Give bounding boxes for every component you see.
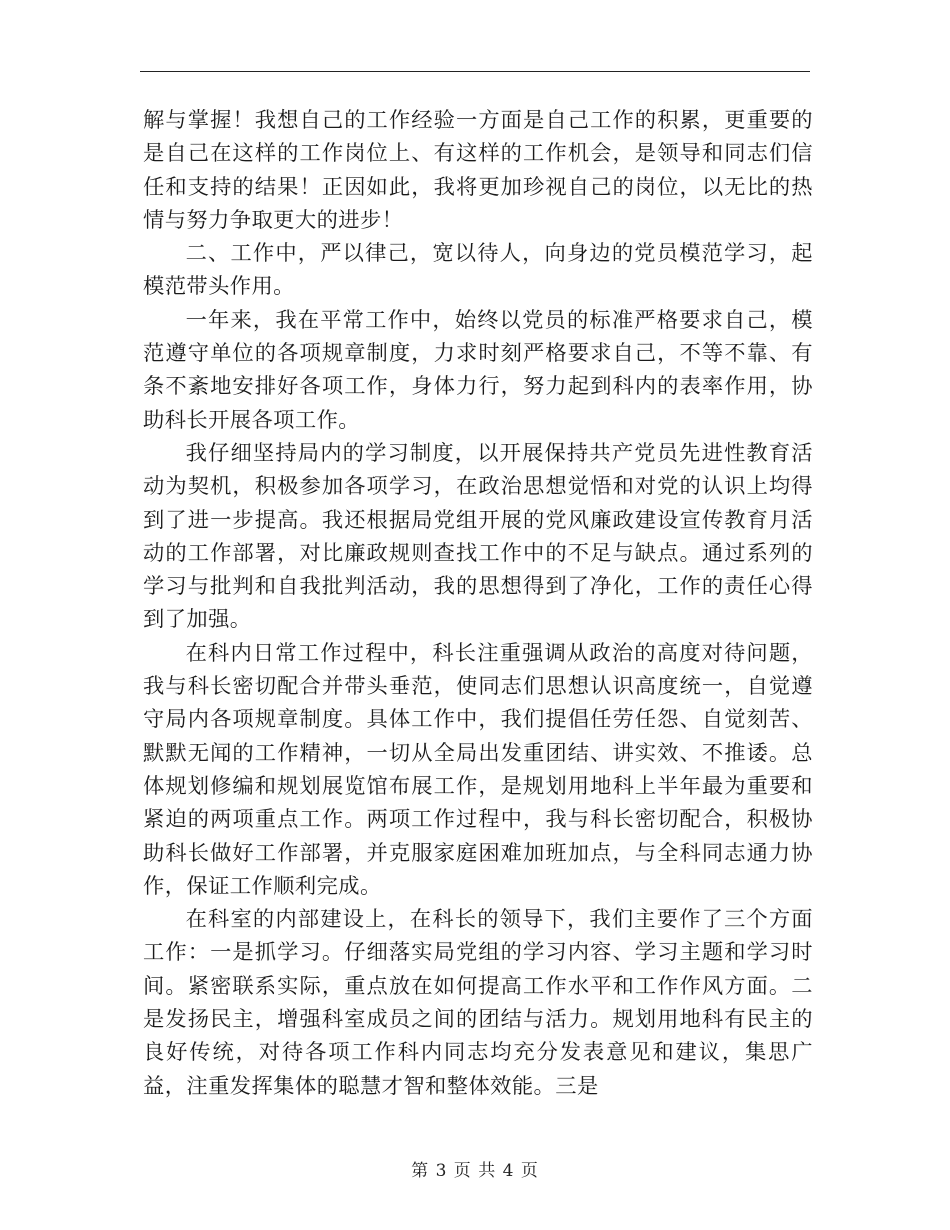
footer-suffix: 页 bbox=[520, 1161, 539, 1181]
document-body bbox=[143, 104, 813, 1103]
paragraph-3: 一年来，我在平常工作中，始终以党员的标准严格要求自己，模范遵守单位的各项规章制度，力求时刻严格要求自己，不等不靠、有条不紊地安排好各项工作，身体力行，努力起到科内的表率作用，协助科长开展各项工作。 bbox=[143, 307, 813, 433]
footer-middle: 页 共 bbox=[453, 1161, 497, 1181]
paragraph-2: 二、工作中，严以律己，宽以待人，向身边的党员模范学习，起模范带头作用。 bbox=[143, 241, 813, 300]
paragraph-5: 在科内日常工作过程中，科长注重强调从政治的高度对待问题，我与科长密切配合并带头垂范，使同志们思想认识高度统一，自觉遵守局内各项规章制度。具体工作中，我们提倡任劳任怨、自觉刻苦、默默无闻的工作精神，一切从全局出发重团结、讲实效、不推诿。总体规划修编和规划展览馆布展工作，是规划用地科上半年最为重要和紧迫的两项重点工作。两项工作过程中，我与科长密切配合，积极协助科长做好工作部署，并克服家庭困难加班加点，与全科同志通力协作，保证工作顺利完成。 bbox=[143, 640, 813, 899]
footer-prefix: 第 bbox=[411, 1161, 430, 1181]
header-rule bbox=[140, 71, 810, 72]
footer-current-page: 3 bbox=[435, 1161, 448, 1181]
paragraph-1: 解与掌握！我想自己的工作经验一方面是自己工作的积累，更重要的是自己在这样的工作岗位上、有这样的工作机会，是领导和同志们信任和支持的结果！正因如此，我将更加珍视自己的岗位，以无比的热情与努力争取更大的进步！ bbox=[143, 108, 813, 233]
paragraph-6: 在科室的内部建设上，在科长的领导下，我们主要作了三个方面工作：一是抓学习。仔细落实局党组的学习内容、学习主题和学习时间。紧密联系实际，重点放在如何提高工作水平和工作作风方面。二是发扬民主，增强科室成员之间的团结与活力。规划用地科有民主的良好传统，对待各项工作科内同志均充分发表意见和建议，集思广益，注重发挥集体的聪慧才智和整体效能。三是 bbox=[143, 907, 813, 1099]
footer-total-pages: 4 bbox=[502, 1161, 515, 1181]
paragraph-4: 我仔细坚持局内的学习制度，以开展保持共产党员先进性教育活动为契机，积极参加各项学习，在政治思想觉悟和对党的认识上均得到了进一步提高。我还根据局党组开展的党风廉政建设宣传教育月活动的工作部署，对比廉政规则查找工作中的不足与缺点。通过系列的学习与批判和自我批判活动，我的思想得到了净化，工作的责任心得到了加强。 bbox=[143, 440, 813, 633]
page-footer bbox=[0, 1156, 950, 1181]
